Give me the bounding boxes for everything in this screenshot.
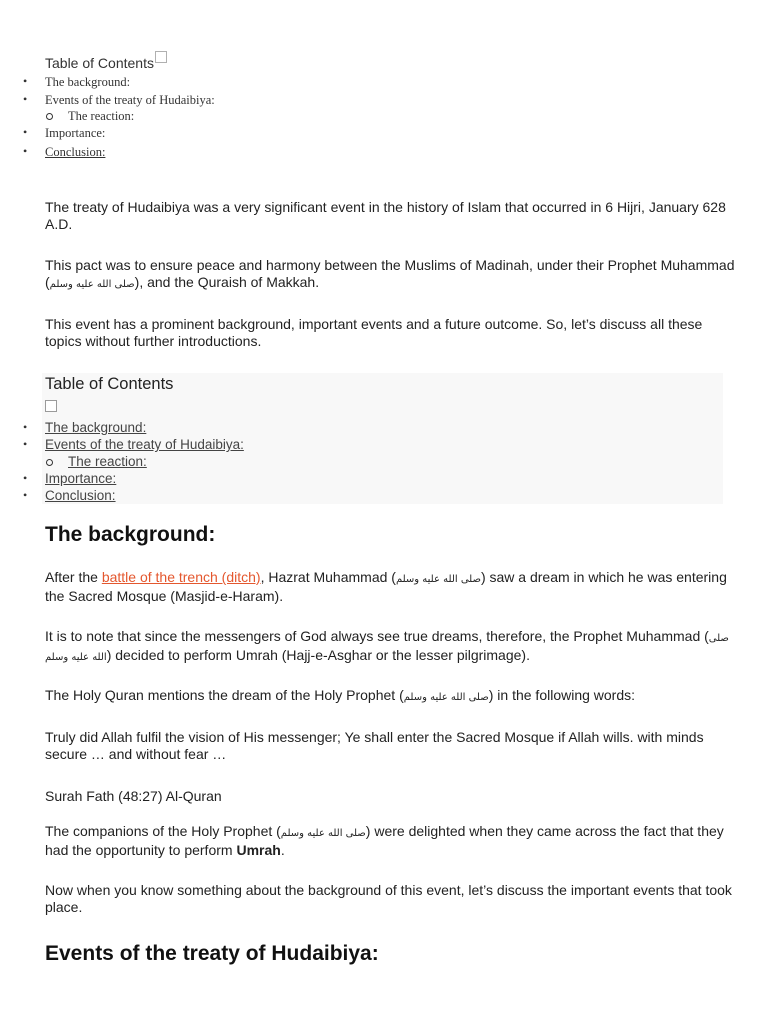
- toc-top-item-reaction[interactable]: The reaction:: [68, 109, 135, 123]
- background-p1-end: ) saw a dream in which he was entering the Sacred Mosque (Masjid-e-Haram).: [45, 569, 727, 604]
- background-p4-start: The companions of the Holy Prophet (: [45, 823, 281, 839]
- toc-box-item-reaction[interactable]: The reaction:: [68, 454, 147, 469]
- background-paragraph-3: [45, 687, 735, 706]
- honorific-arabic: صلى الله عليه وسلم: [395, 574, 481, 585]
- toc-title-top-text: Table of Contents: [45, 55, 154, 71]
- background-p4-middle: ) were delighted when they came across the fact that they had the opportunity to perform: [45, 823, 724, 858]
- battle-of-trench-link[interactable]: battle of the trench (ditch): [101, 569, 261, 585]
- background-p3-end: ) in the following words:: [488, 687, 636, 703]
- honorific-arabic: صلى الله عليه وسلم: [49, 279, 135, 290]
- bullet-icon: •: [23, 471, 28, 485]
- honorific-arabic: صلى الله عليه وسلم: [403, 692, 489, 703]
- toc-title-top: [45, 55, 167, 71]
- intro-paragraph-3: This event has a prominent background, important events and a future outcome. So, let’s discuss all these topics without further introductions.: [45, 316, 703, 349]
- background-p1-start: After the: [45, 569, 102, 585]
- umrah-bold-text: Umrah: [236, 842, 281, 858]
- toc-top-item-importance[interactable]: Importance:: [45, 126, 106, 140]
- toc-toggle-checkbox-icon[interactable]: [155, 51, 167, 63]
- bullet-icon: •: [23, 92, 28, 106]
- background-p2-end: ) decided to perform Umrah (Hajj-e-Asghar or the lesser pilgrimage).: [106, 647, 530, 663]
- intro-paragraph-2: [45, 257, 735, 293]
- honorific-arabic: صلى الله عليه وسلم: [280, 828, 366, 839]
- bullet-icon: •: [23, 488, 28, 502]
- bullet-icon: •: [23, 420, 28, 434]
- toc-box-item-importance[interactable]: Importance:: [45, 471, 117, 486]
- bullet-icon: •: [23, 125, 28, 139]
- intro-paragraph-1: The treaty of Hudaibiya was a very significant event in the history of Islam that occurred in 6 Hijri, January 628 A.D.: [45, 199, 726, 232]
- toc-box-toggle-checkbox-icon[interactable]: [45, 400, 57, 412]
- honorific-arabic: صلى الله عليه وسلم: [45, 633, 729, 663]
- toc-box-item-events[interactable]: Events of the treaty of Hudaibiya:: [45, 437, 244, 452]
- toc-box-item-background[interactable]: The background:: [45, 420, 147, 435]
- intro-p2-text-end: ), and the Quraish of Makkah.: [134, 274, 320, 290]
- background-paragraph-1: [45, 569, 735, 605]
- heading-background: The background:: [45, 523, 216, 546]
- background-paragraph-4: [45, 823, 735, 859]
- background-p4-end: .: [280, 842, 285, 858]
- background-p2-start: It is to note that since the messengers of God always see true dreams, therefore, the Prophet Muhammad (: [45, 628, 709, 644]
- quran-citation: Surah Fath (48:27) Al-Quran: [45, 788, 222, 804]
- toc-box-title: Table of Contents: [45, 375, 174, 393]
- toc-box-item-conclusion[interactable]: Conclusion:: [45, 488, 116, 503]
- heading-events: Events of the treaty of Hudaibiya:: [45, 942, 379, 965]
- toc-top-item-events[interactable]: Events of the treaty of Hudaibiya:: [45, 93, 215, 107]
- bullet-icon: •: [23, 74, 28, 88]
- sub-bullet-icon: [46, 459, 53, 466]
- intro-p2-text-start: This pact was to ensure peace and harmony between the Muslims of Madinah, under their Prophet Muhammad (: [45, 257, 735, 290]
- background-p1-middle: , Hazrat Muhammad (: [260, 569, 396, 585]
- toc-top-item-background[interactable]: The background:: [45, 75, 131, 89]
- background-paragraph-2: [45, 628, 735, 666]
- background-paragraph-5: Now when you know something about the background of this event, let’s discuss the important events that took place.: [45, 882, 732, 915]
- bullet-icon: •: [23, 144, 28, 158]
- bullet-icon: •: [23, 437, 28, 451]
- sub-bullet-icon: [46, 113, 53, 120]
- quran-quote: Truly did Allah fulfil the vision of His messenger; Ye shall enter the Sacred Mosque if Allah wills. with minds secure … and without fear …: [45, 729, 704, 762]
- toc-top-item-conclusion[interactable]: Conclusion:: [45, 145, 106, 159]
- background-p3-start: The Holy Quran mentions the dream of the Holy Prophet (: [45, 687, 404, 703]
